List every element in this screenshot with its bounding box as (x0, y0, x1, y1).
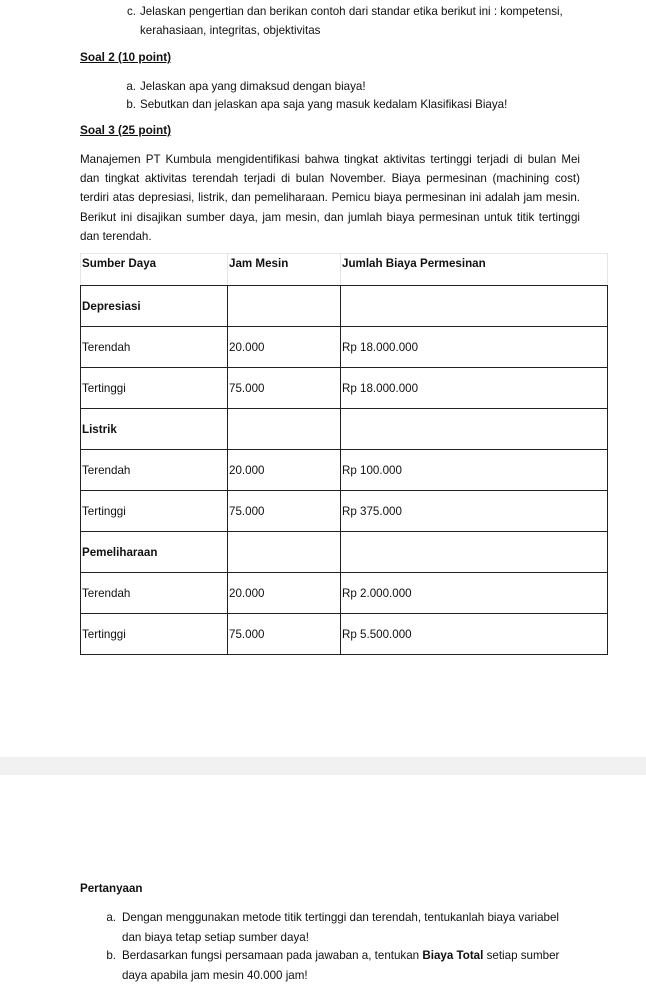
table-row (81, 450, 608, 491)
jam-mesin-cell: 20.000 (228, 327, 341, 368)
header-sumber-daya: Sumber Daya (81, 254, 228, 286)
row-label: Tertinggi (81, 368, 228, 409)
pertanyaan-b-line2: daya apabila jam mesin 40.000 jam! (122, 969, 308, 982)
soal2-item-b-text: Sebutkan dan jelaskan apa saja yang masuk kedalam Klasifikasi Biaya! (140, 98, 508, 111)
group-label: Pemeliharaan (81, 532, 228, 573)
machining-cost-table (80, 253, 608, 655)
biaya-cell (341, 409, 608, 450)
pertanyaan-a-line1: Dengan menggunakan metode titik tertinggi dan terendah, tentukanlah biaya variabel (122, 911, 559, 924)
row-label: Tertinggi (81, 491, 228, 532)
jam-mesin-cell: 75.000 (228, 614, 341, 655)
jam-mesin-cell (228, 532, 341, 573)
jam-mesin-cell: 75.000 (228, 368, 341, 409)
header-jumlah-biaya: Jumlah Biaya Permesinan (341, 254, 608, 286)
list-marker: c. (126, 5, 136, 18)
intro-item-line2: kerahasiaan, integritas, objektivitas (140, 24, 321, 37)
soal3-paragraph: Manajemen PT Kumbula mengidentifikasi bahwa tingkat aktivitas tertinggi terjadi di bulan Mei dan tingkat aktivitas terendah terjadi di bulan November. Biaya permesinan (machining cost) terdiri atas depresiasi, listrik, dan pemeliharaan. Pemicu biaya permesinan ini adalah jam mesin. Berikut ini disajikan sumber daya, jam mesin, dan jumlah biaya permesinan untuk titik tertinggi dan terendah. (80, 153, 580, 243)
jam-mesin-cell (228, 286, 341, 327)
list-marker: b. (106, 949, 116, 962)
list-marker: a. (126, 80, 136, 93)
pertanyaan-heading: Pertanyaan (80, 882, 143, 895)
list-marker: a. (106, 911, 116, 924)
table-row (81, 573, 608, 614)
pertanyaan-b-line1 (122, 947, 559, 965)
jam-mesin-cell (228, 409, 341, 450)
table-row (81, 409, 608, 450)
group-label: Depresiasi (81, 286, 228, 327)
table-header-row (81, 254, 608, 286)
pertanyaan-a-line2: dan biaya tetap setiap sumber daya! (122, 931, 309, 944)
table-row (81, 327, 608, 368)
row-label: Tertinggi (81, 614, 228, 655)
pertanyaan-b-text-bold: Biaya Total (422, 949, 484, 962)
soal2-item-a-text: Jelaskan apa yang dimaksud dengan biaya! (140, 80, 366, 93)
list-marker: b. (126, 98, 136, 111)
table-row (81, 368, 608, 409)
pertanyaan-b-text-after: setiap sumber (483, 949, 560, 962)
table-row (81, 532, 608, 573)
jam-mesin-cell: 20.000 (228, 450, 341, 491)
table-row (81, 614, 608, 655)
group-label: Listrik (81, 409, 228, 450)
table-row (81, 491, 608, 532)
biaya-cell: Rp 100.000 (341, 450, 608, 491)
biaya-cell: Rp 375.000 (341, 491, 608, 532)
header-jam-mesin: Jam Mesin (228, 254, 341, 286)
biaya-cell (341, 286, 608, 327)
biaya-cell: Rp 2.000.000 (341, 573, 608, 614)
row-label: Terendah (81, 327, 228, 368)
row-label: Terendah (81, 450, 228, 491)
table-row (81, 286, 608, 327)
jam-mesin-cell: 20.000 (228, 573, 341, 614)
jam-mesin-cell: 75.000 (228, 491, 341, 532)
document-page-2 (0, 775, 646, 989)
intro-item-line1: Jelaskan pengertian dan berikan contoh dari standar etika berikut ini : kompetensi, (140, 5, 563, 18)
biaya-cell (341, 532, 608, 573)
biaya-cell: Rp 18.000.000 (341, 368, 608, 409)
soal3-heading: Soal 3 (25 point) (80, 123, 172, 137)
biaya-cell: Rp 5.500.000 (341, 614, 608, 655)
pertanyaan-b-text-before: Berdasarkan fungsi persamaan pada jawaban a, tentukan (122, 949, 423, 962)
biaya-cell: Rp 18.000.000 (341, 327, 608, 368)
row-label: Terendah (81, 573, 228, 614)
soal2-heading: Soal 2 (10 point) (80, 50, 172, 64)
